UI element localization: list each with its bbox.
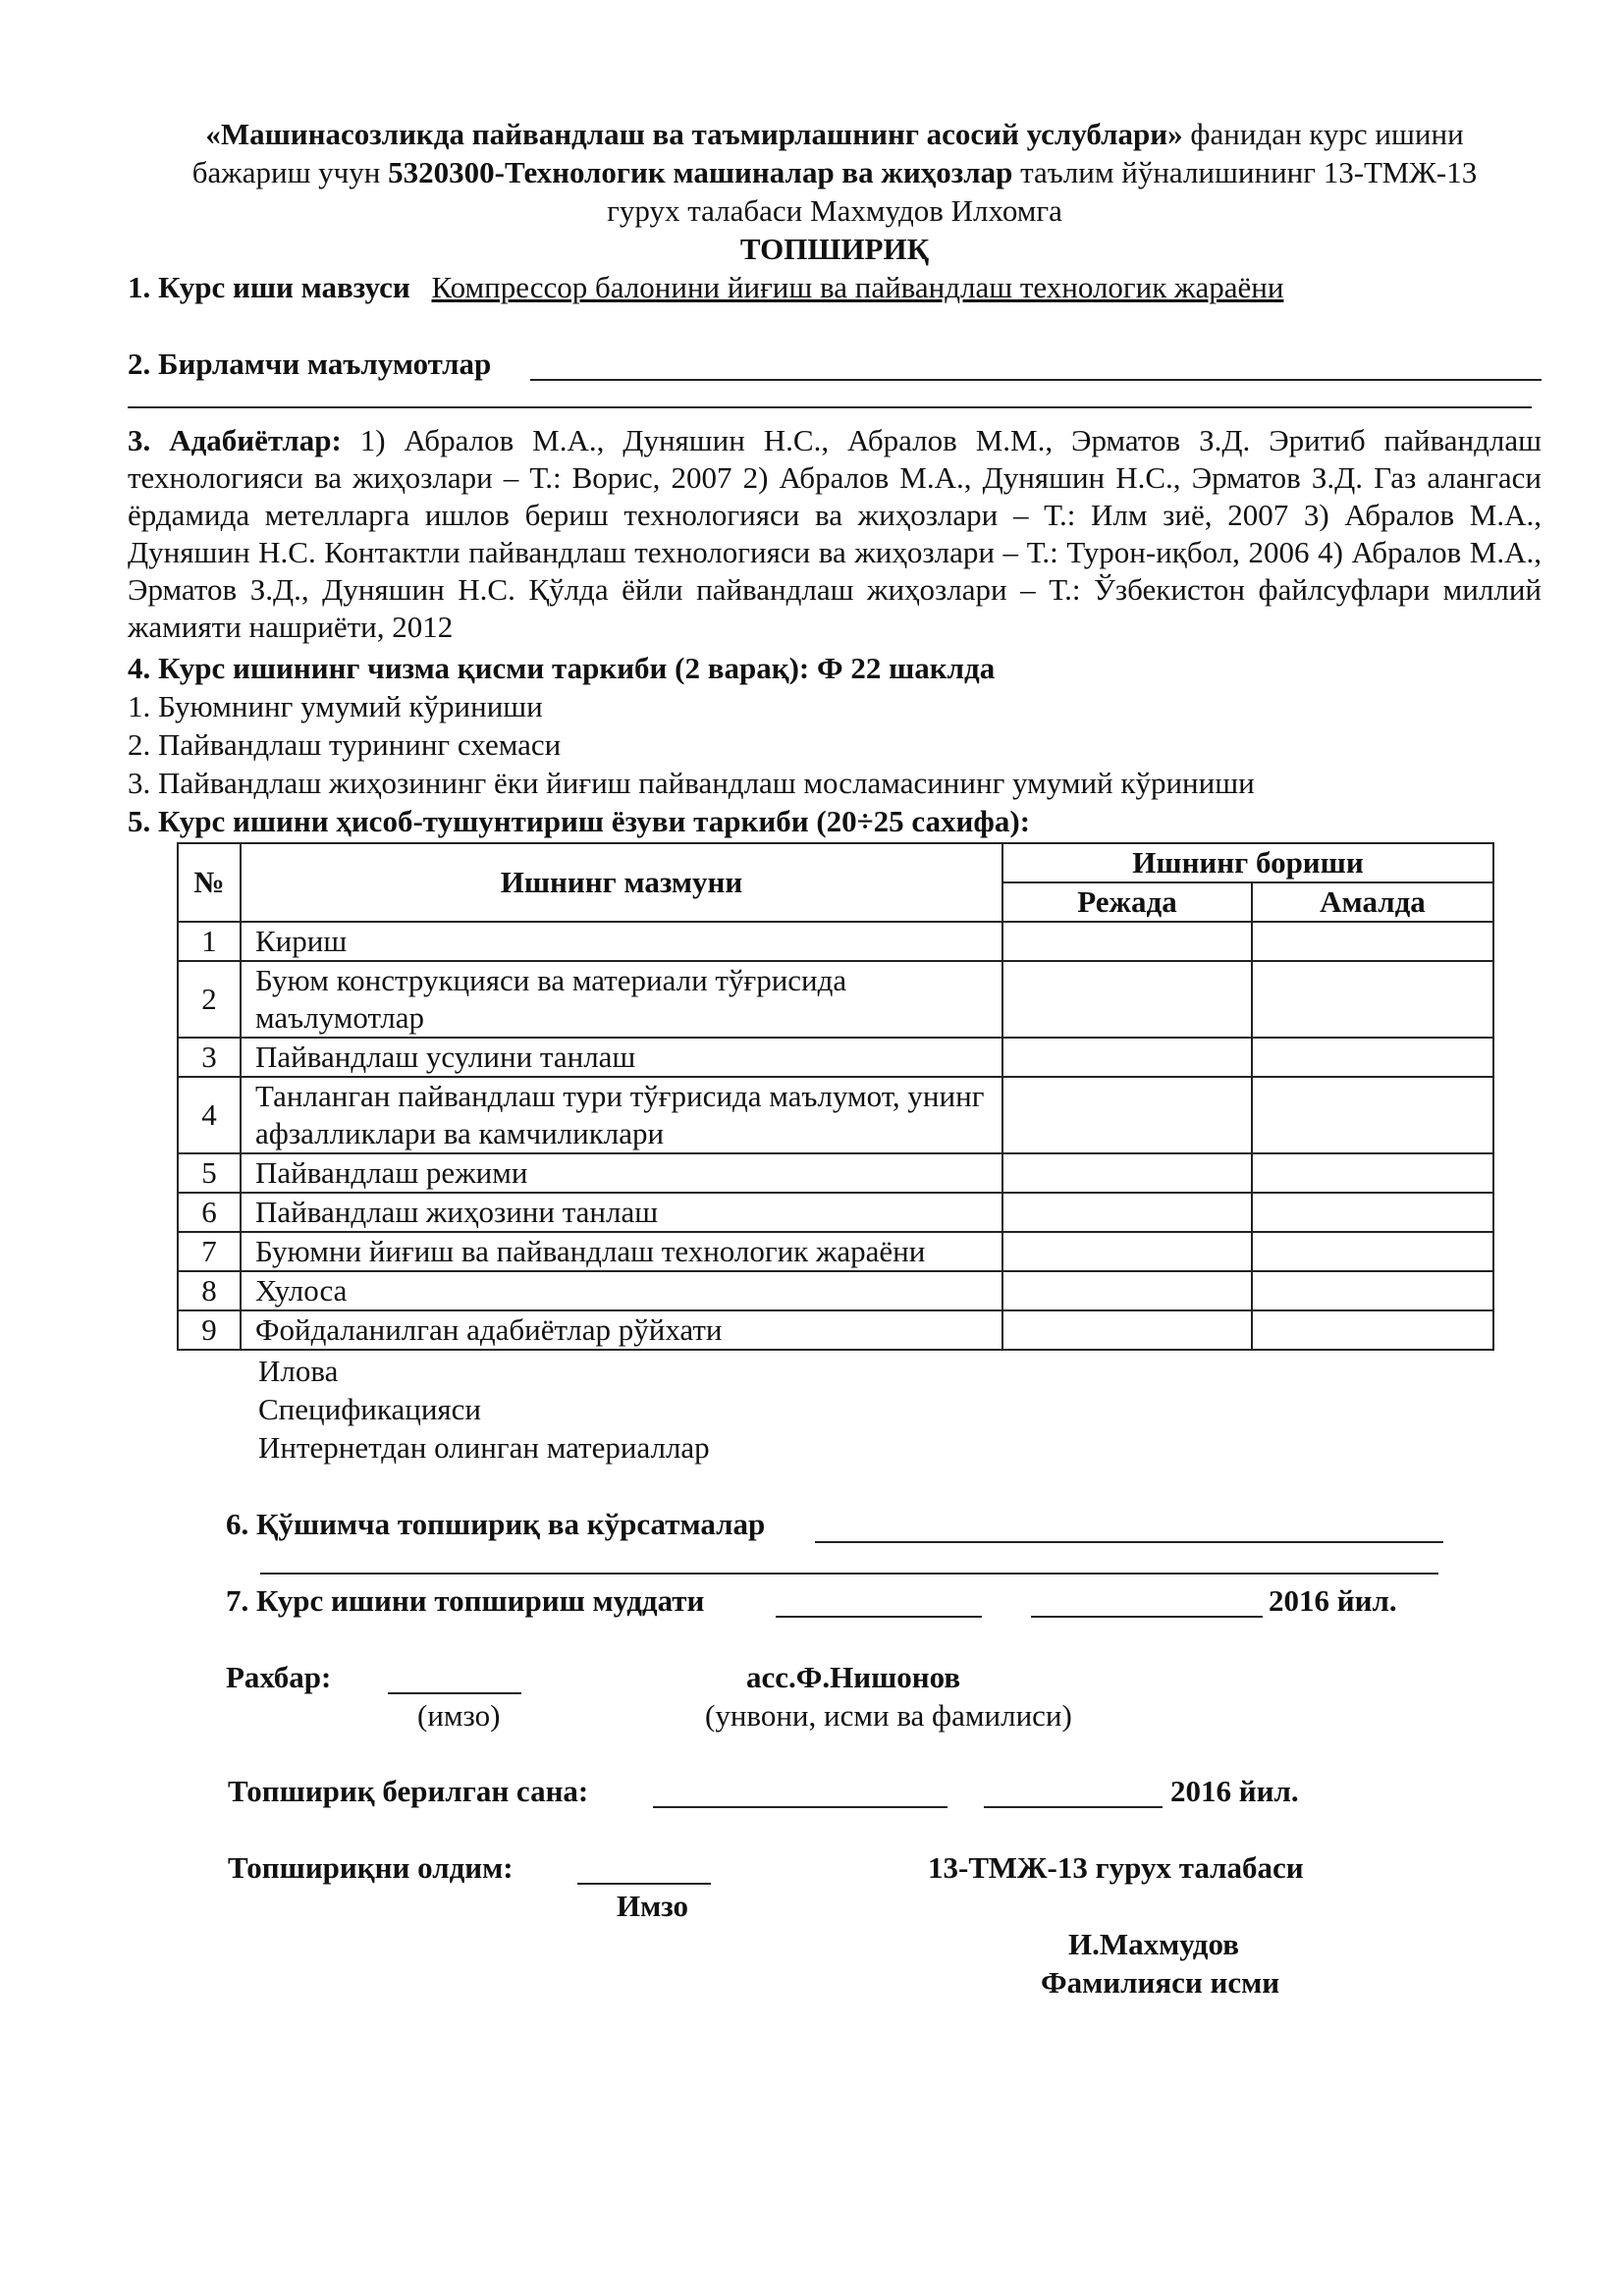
row-plan-cell: [1002, 1232, 1252, 1271]
tasks-table: [177, 842, 1494, 1351]
row-content: Буюм конструкцияси ва материали тўғрисида маълумотлар: [241, 961, 1002, 1038]
row-plan-cell: [1002, 1077, 1252, 1153]
drawing-item-2: 2. Пайвандлаш турининг схемаси: [128, 727, 562, 762]
row-content: Танланган пайвандлаш тури тўғрисида маълумот, унинг афзалликлари ва камчиликлари: [241, 1077, 1002, 1153]
row-actual-cell: [1252, 1153, 1493, 1193]
appendix-item-1: Илова: [258, 1354, 339, 1388]
drawing-item-3: 3. Пайвандлаш жиҳозининг ёки йиғиш пайвандлаш мосламасининг умумий кўриниши: [128, 766, 1255, 800]
section-2-fill-line: [530, 379, 1542, 381]
section-2-fill-line-2: [128, 406, 1532, 408]
row-num: 3: [178, 1038, 241, 1077]
header-line-1-rest: фанидан курс ишини: [1182, 117, 1464, 151]
drawing-item-1: 1. Буюмнинг умумий кўриниши: [128, 689, 543, 723]
row-plan-cell: [1002, 1271, 1252, 1310]
literature-list: 1) Абралов М.А., Дуняшин Н.С., Абралов М.М., Эрматов З.Д. Эритиб пайвандлаш технологияси ва жиҳозлари – Т.: Ворис, 2007 2) Абралов М.А., Дуняшин Н.С., Эрматов З.Д. Газ алангаси ёрдамида метелларга ишлов бериш технологияси ва жиҳозлари – Т.: Илм зиё, 2007 3) Абралов М.А., Дуняшин Н.С. Контактли пайвандлаш технологияси ва жиҳозлари – Т.: Турон-иқбол, 2006 4) Абралов М.А., Эрматов З.Д., Дуняшин Н.С. Қўлда ёйли пайвандлаш жиҳозлари – Т.: Ўзбекистон файлсуфлари миллий жамияти нашриёти, 2012: [128, 423, 1542, 644]
section-7-label: 7. Курс ишини топшириш муддати: [226, 1583, 705, 1618]
col-progress-header: Ишнинг бориши: [1002, 843, 1493, 882]
student-name: И.Махмудов: [1068, 1927, 1239, 1961]
row-actual-cell: [1252, 1271, 1493, 1310]
name-caption: (унвони, исми ва фамилиси): [705, 1698, 1072, 1733]
section-1-label: 1. Курс иши мавзуси: [128, 270, 410, 304]
row-num: 7: [178, 1232, 241, 1271]
issued-date-label: Топшириқ берилган сана:: [228, 1774, 589, 1808]
table-row: [178, 1077, 1493, 1153]
row-plan-cell: [1002, 1153, 1252, 1193]
student-name-caption: Фамилияси исми: [1041, 1965, 1280, 2000]
table-row: [178, 1310, 1493, 1350]
row-plan-cell: [1002, 961, 1252, 1038]
row-num: 4: [178, 1077, 241, 1153]
row-content: Кириш: [241, 922, 1002, 961]
course-name: «Машинасозликда пайвандлаш ва таъмирлашнинг асосий услублари»: [205, 117, 1183, 151]
section-2-label: 2. Бирламчи маълумотлар: [128, 347, 492, 381]
row-actual-cell: [1252, 922, 1493, 961]
signature-caption: (имзо): [417, 1698, 501, 1733]
table-row: [178, 1153, 1493, 1193]
row-actual-cell: [1252, 1193, 1493, 1232]
header-line-1: [128, 116, 1542, 153]
row-content: Пайвандлаш жиҳозини танлаш: [241, 1193, 1002, 1232]
row-actual-cell: [1252, 961, 1493, 1038]
deadline-year: 2016 йил.: [1269, 1583, 1397, 1618]
table-row: [178, 1038, 1493, 1077]
course-topic: Компрессор балонини йиғиш ва пайвандлаш технологик жараёни: [431, 270, 1284, 304]
deadline-day-line: [776, 1616, 982, 1618]
received-label: Топшириқни олдим:: [228, 1850, 514, 1885]
section-6-fill-line-2: [260, 1573, 1438, 1575]
row-plan-cell: [1002, 1038, 1252, 1077]
row-content: Фойдаланилган адабиётлар рўйхати: [241, 1310, 1002, 1350]
student-sign-caption: Имзо: [617, 1889, 689, 1923]
supervisor-label: Рахбар:: [226, 1660, 332, 1694]
page-title: ТОПШИРИҚ: [739, 232, 930, 266]
row-content: Буюмни йиғиш ва пайвандлаш технологик жараёни: [241, 1232, 1002, 1271]
header-line-3: гурух талабаси Махмудов Илхомга: [607, 193, 1062, 228]
row-num: 8: [178, 1271, 241, 1310]
row-content: Хулоса: [241, 1271, 1002, 1310]
col-actual-header: Амалда: [1252, 882, 1493, 922]
issued-month-line: [984, 1806, 1163, 1808]
row-actual-cell: [1252, 1232, 1493, 1271]
supervisor-signature-line: [388, 1692, 521, 1694]
header-line-2-rest: таълим йўналишининг 13-ТМЖ-13: [1012, 155, 1478, 189]
section-5-label: 5. Курс ишини ҳисоб-тушунтириш ёзуви таркиби (20÷25 сахифа):: [128, 804, 1031, 838]
row-num: 9: [178, 1310, 241, 1350]
table-row: [178, 1232, 1493, 1271]
appendix-item-3: Интернетдан олинган материаллар: [258, 1430, 710, 1465]
row-num: 2: [178, 961, 241, 1038]
supervisor-name: асс.Ф.Нишонов: [746, 1660, 961, 1694]
issued-year: 2016 йил.: [1170, 1774, 1299, 1808]
col-num-header: №: [178, 843, 241, 922]
table-row: [178, 1193, 1493, 1232]
student-signature-line: [577, 1883, 711, 1885]
row-num: 1: [178, 922, 241, 961]
section-3: [128, 422, 1542, 646]
row-plan-cell: [1002, 922, 1252, 961]
specialty-name: 5320300-Технологик машиналар ва жиҳозлар: [388, 155, 1013, 189]
section-1: [128, 269, 1542, 306]
section-3-label: 3. Адабиётлар:: [128, 423, 342, 457]
col-plan-header: Режада: [1002, 882, 1252, 922]
header-line-2-a: бажариш учун: [191, 155, 389, 189]
deadline-month-line: [1031, 1616, 1263, 1618]
appendix-item-2: Спецификацияси: [258, 1392, 482, 1426]
row-plan-cell: [1002, 1310, 1252, 1350]
row-actual-cell: [1252, 1038, 1493, 1077]
row-content: Пайвандлаш усулини танлаш: [241, 1038, 1002, 1077]
issued-day-line: [653, 1806, 947, 1808]
row-num: 6: [178, 1193, 241, 1232]
header-line-2: [128, 154, 1542, 191]
student-group-caption: 13-ТМЖ-13 гурух талабаси: [928, 1850, 1304, 1885]
section-6-label: 6. Қўшимча топшириқ ва кўрсатмалар: [226, 1507, 766, 1541]
table-row: [178, 1271, 1493, 1310]
section-6-fill-line: [815, 1541, 1443, 1543]
section-4-label: 4. Курс ишининг чизма қисми таркиби (2 варақ): Ф 22 шаклда: [128, 651, 996, 685]
row-actual-cell: [1252, 1310, 1493, 1350]
col-content-header: Ишнинг мазмуни: [241, 843, 1002, 922]
row-content: Пайвандлаш режими: [241, 1153, 1002, 1193]
row-actual-cell: [1252, 1077, 1493, 1153]
table-row: [178, 922, 1493, 961]
row-num: 5: [178, 1153, 241, 1193]
row-plan-cell: [1002, 1193, 1252, 1232]
table-row: [178, 961, 1493, 1038]
